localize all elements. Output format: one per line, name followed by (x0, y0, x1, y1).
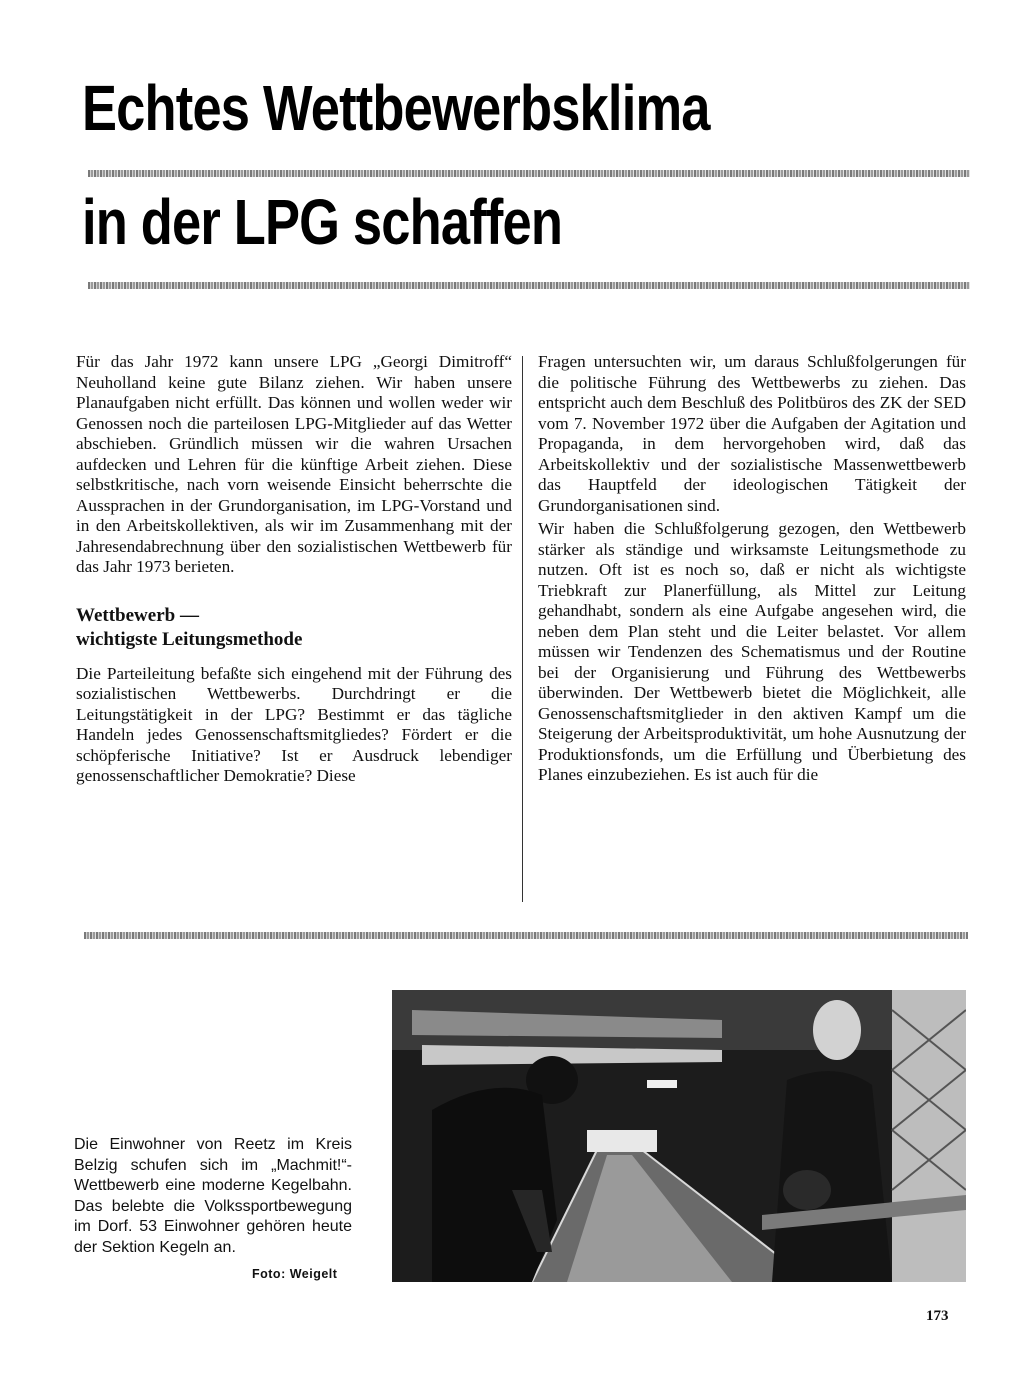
left-paragraph-2: Die Parteileitung befaßte sich eingehend mit der Führung des sozialistischen Wettbewerbs. Durchdringt er die Leitungstätigkeit in der LPG? Bestimmt er das tägliche Handeln jedes Genossenschaftsmitgliedes? Fördert er die schöpferische Initiative? Ist er Ausdruck lebendiger genossenschaftlicher Demokratie? Diese (76, 663, 512, 785)
title-rule-2 (88, 282, 970, 289)
subheading-line-2: wichtigste Leitungsmethode (76, 628, 303, 650)
photo-credit: Foto: Weigelt (252, 1267, 338, 1281)
subheading-line-1: Wettbewerb — (76, 604, 199, 626)
right-text-column (538, 352, 966, 789)
right-paragraph-2: Wir haben die Schlußfolgerung gezogen, den Wettbewerb stärker als ständige und wirksamste Leitungsmethode zu nutzen. Oft ist es noch so, daß er nicht als wichtigste Triebkraft zur Planerfüllung, als Mittel zur Leitung gehandhabt, sondern als eine Aufgabe angesehen wird, die neben dem Plan steht und die Leiter belastet. Vor allem müssen wir Tendenzen des Schematismus und der Routine bei der Organisierung und Führung des Wettbewerbs überwinden. Der Wettbewerb bietet die Möglichkeit, alle Genossenschaftsmitglieder in den aktiven Kampf um die Steigerung der Arbeitsproduktivität, um hohe Ausnutzung der Produktionsfonds, um die Erfüllung und Überbietung des Planes einzubeziehen. Es ist auch für die (538, 519, 966, 784)
bowling-alley-photo (392, 990, 966, 1282)
page-number: 173 (926, 1308, 949, 1324)
photo-caption: Die Einwohner von Reetz im Kreis Belzig schufen sich im „Machmit!“-Wettbewerb eine moderne Kegelbahn. Das belebte die Volkssportbewegung im Dorf. 53 Einwohner gehören heute der Sektion Kegeln an. (74, 1136, 352, 1256)
column-divider (522, 356, 523, 902)
headline-line-2: in der LPG schaffen (82, 186, 563, 258)
left-paragraph-1: Für das Jahr 1972 kann unsere LPG „Georgi Dimitroff“ Neuholland keine gute Bilanz ziehen. Wir haben unsere Planaufgaben nicht erfüllt. Das können und wollen weder wir Genossen noch die parteilosen LPG-Mitglieder auf das Wetter abschieben. Gründlich müssen wir die wahren Ursachen aufdecken und Lehren für die künftige Arbeit ziehen. Diese selbstkritische, nach vorn weisende Einsicht beherrschte die Aussprachen in der Grundorganisation, im LPG-Vorstand und in den Arbeitskollektiven, als wir im Zusammenhang mit der Jahresendabrechnung über den sozialistischen Wettbewerb für das Jahr 1973 berieten. (76, 352, 512, 576)
section-subheading (76, 604, 512, 652)
section-rule (84, 932, 968, 939)
headline-line-1: Echtes Wettbewerbsklima (82, 72, 710, 144)
right-paragraph-1: Fragen untersuchten wir, um daraus Schlußfolgerungen für die politische Führung des Wettbewerbs zu ziehen. Das entspricht auch dem Beschluß des Politbüros des ZK der SED vom 7. November 1972 über die Aufgaben der Agitation und Propaganda, in dem hervorgehoben wird, daß das Arbeitskollektiv und der sozialistische Massenwettbewerb das Hauptfeld der ideologischen Tätigkeit der Grundorganisationen sind. (538, 352, 966, 515)
title-rule-1 (88, 170, 970, 177)
left-text-column (76, 352, 512, 790)
